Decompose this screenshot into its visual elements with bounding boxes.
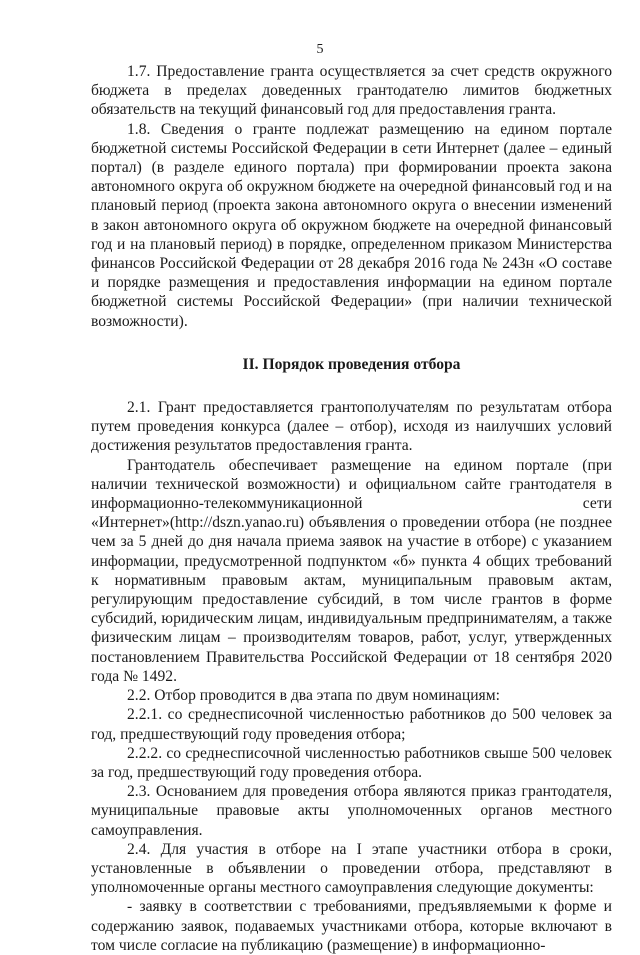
paragraph-application-item: - заявку в соответствии с требованиями, предъявляемыми к форме и содержанию заявок, подаваемых участниками отбора, которые включают в том числе согласие на публикацию (размещение) в информационно- <box>91 898 612 954</box>
paragraph-2-4: 2.4. Для участия в отборе на I этапе участники отбора в сроки, установленные в объявлении о проведении отбора, представляют в уполномоченные органы местного самоуправления следующие документы: <box>91 840 612 897</box>
page-number: 5 <box>316 42 324 57</box>
paragraph-2-2-2: 2.2.2. со среднесписочной численностью работников свыше 500 человек за год, предшествующий году проведения отбора. <box>91 744 612 781</box>
document-body <box>91 62 612 955</box>
paragraph-announcement: Грантодатель обеспечивает размещение на едином портале (при наличии технической возможности) и официальном сайте грантодателя в информационно-телекоммуникационной сети «Интернет»(http://dszn.yanao.ru) объявления о проведении отбора (не позднее чем за 5 дней до дня начала приема заявок на участие в отборе) с указанием информации, предусмотренной подпунктом «б» пункта 4 общих требований к нормативным правовым актам, муниципальным правовым актам, регулирующим предоставление субсидий, в том числе грантов в форме субсидий, юридическим лицам, индивидуальным предпринимателям, а также физическим лицам – производителям товаров, работ, услуг, утвержденных постановлением Правительства Российской Федерации от 18 сентября 2020 года № 1492. <box>91 456 612 685</box>
section-heading: II. Порядок проведения отбора <box>242 355 461 373</box>
paragraph-2-1: 2.1. Грант предоставляется грантополучателям по результатам отбора путем проведения конкурса (далее – отбор), исходя из наилучших условий достижения результатов предоставления гранта. <box>91 399 612 455</box>
paragraph-2-2: 2.2. Отбор проводится в два этапа по двум номинациям: <box>127 687 500 705</box>
paragraph-1-8: 1.8. Сведения о гранте подлежат размещению на едином портале бюджетной системы Российской Федерации в сети Интернет (далее – единый портал) (в разделе единого портала) при формировании проекта закона автономного округа об окружном бюджете на очередной финансовый год и на плановый период (проекта закона автономного округа о внесении изменений в закон автономного округа об окружном бюджете на очередной финансовый год и на плановый период) в порядке, определенном приказом Министерства финансов Российской Федерации от 28 декабря 2016 года № 243н «О составе и порядке размещения и предоставления информации на едином портале бюджетной системы Российской Федерации» (при наличии технической возможности). <box>91 120 612 330</box>
paragraph-1-7: 1.7. Предоставление гранта осуществляется за счет средств окружного бюджета в пределах доведенных грантодателю лимитов бюджетных обязательств на текущий финансовый год для предоставления гранта. <box>91 63 612 119</box>
paragraph-2-2-1: 2.2.1. со среднесписочной численностью работников до 500 человек за год, предшествующий году проведения отбора; <box>91 706 612 743</box>
paragraph-2-3: 2.3. Основанием для проведения отбора являются приказ грантодателя, муниципальные правовые акты уполномоченных органов местного самоуправления. <box>91 783 612 839</box>
